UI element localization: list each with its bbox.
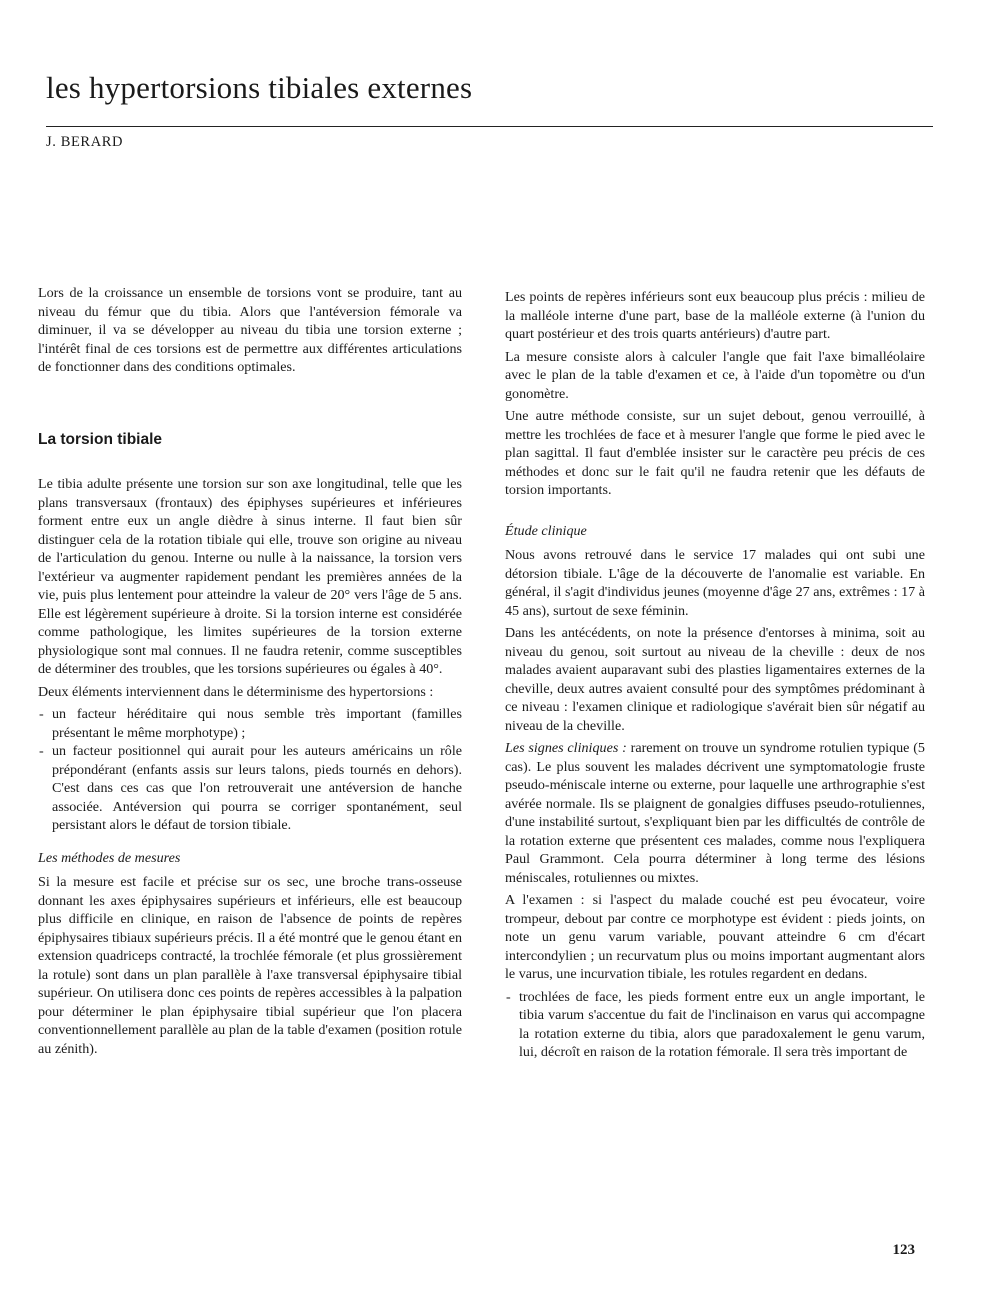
article-title: les hypertorsions tibiales externes xyxy=(46,70,473,105)
section-heading: La torsion tibiale xyxy=(38,430,163,448)
paragraph: La mesure consiste alors à calculer l'angle que fait l'axe bimalléolaire avec le plan de la table d'examen et ce, à l'aide d'un topomètre ou d'un gonomètre. xyxy=(505,348,925,402)
list-item: - trochlées de face, les pieds forment entre eux un angle important, le tibia varum s'accentue du fait de l'inclinaison en varus qui accompagne la rotation externe du tibia, alors que paradoxalement le genu varum, lui, décroît en raison de la rotation fémorale. Il sera très important de xyxy=(505,988,925,1062)
subheading: Étude clinique xyxy=(505,522,587,539)
author: J. BERARD xyxy=(46,134,124,150)
list xyxy=(505,988,925,1062)
paragraph xyxy=(505,739,925,887)
paragraph: Dans les antécédents, on note la présence d'entorses à minima, soit au niveau du genou, soit surtout au niveau de la cheville : deux de nos malades avaient auparavant subi des plasties ligamentaires externes de la cheville, deux autres avaient consulté pour des symptômes prédominant à ce niveau : l'examen clinique et radiologique s'avérait bien sûr négatif au niveau de la cheville. xyxy=(505,625,925,734)
left-column xyxy=(38,284,462,1062)
paragraph: A l'examen : si l'aspect du malade couché est peu évocateur, voire trompeur, debout par contre ce morphotype est évident : pieds joints, on note un genu varum variable, pouvant atteindre 6 cm d'écart intercondylien ; un recurvatum plus ou moins important augmentant alors le varus, une incurvation tibiale, les rotules regardent en dedans. xyxy=(505,892,925,982)
list-item: - un facteur héréditaire qui nous semble très important (familles présentant le même morphotype) ; xyxy=(38,705,462,742)
signs-text: rarement on trouve un syndrome rotulien typique (5 cas). Le plus souvent les malades décrivent une symptomatologie fruste pseudo-méniscale interne ou externe, pour laquelle une arthrographie s'est avérée normale. Ils se plaignent de gonalgies diffuses pseudo-rotuliennes, d'une instabilité surtout, s'expliquant bien par les difficultés de contrôle de la rotation externe que présentent ces malades, comme nous l'expliquera Paul Grammont. Cela pourra déterminer à long terme des lésions méniscales, rotuliennes ou mixtes. xyxy=(505,740,925,886)
paragraph: Le tibia adulte présente une torsion sur son axe longitudinal, telle que les plans transversaux (frontaux) des épiphyses supérieures et inférieures forment entre eux un angle dièdre à sinus interne. Il faut bien sûr distinguer cela de la rotation tibiale qui elle, trouve son origine au niveau de l'articulation du genou. Interne ou nulle à la naissance, la torsion vers l'extérieur va augmenter rapidement pendant les premières années de la vie, puis plus lentement pour atteindre la valeur de 20° vers l'âge de 5 ans. Elle est légèrement supérieure à droite. Si la torsion interne est considérée comme pathologique, les limites supérieures de la torsion externe physiologique sont mal connues. Il ne faudra retenir, comme susceptibles de déterminer des troubles, que les torsions supérieures ou égales à 40°. xyxy=(38,476,462,677)
paragraph: Si la mesure est facile et précise sur os sec, une broche trans-osseuse donnant les axes épiphysaires supérieurs et inférieurs, elle est beaucoup plus difficile en clinique, en raison de l'absence de points de repères épiphysaires tibiaux supérieurs précis. Il a été montré que le genou étant en extension quadriceps contracté, la trochlée fémorale (et plus grossièrement la rotule) sont dans un plan parallèle à l'axe transversal épiphysaire tibial supérieur. On utilisera donc ces points de repères accessibles à la palpation pour déterminer le plan épiphysaire tibial supérieur que l'on placera conventionnellement parallèle au plan de la table d'examen (position rotule au zénith). xyxy=(38,874,462,1057)
paragraph: Deux éléments interviennent dans le déterminisme des hypertorsions : xyxy=(38,683,434,700)
right-column xyxy=(505,288,925,1066)
subheading: Les méthodes de mesures xyxy=(38,849,181,866)
title-rule xyxy=(46,126,933,127)
paragraph: Nous avons retrouvé dans le service 17 malades qui ont subi une détorsion tibiale. L'âge de la découverte de l'anomalie est variable. En général, il s'agit d'individus jeunes (moyenne d'âge 27 ans, extrêmes : 17 à 45 ans), surtout de sexe féminin. xyxy=(505,547,925,619)
list xyxy=(38,705,462,835)
paragraph: Les points de repères inférieurs sont eux beaucoup plus précis : milieu de la malléole interne d'une part, base de la malléole externe (à l'union du quart postérieur et des trois quarts antérieurs) d'autre part. xyxy=(505,289,925,342)
paragraph: Une autre méthode consiste, sur un sujet debout, genou verrouillé, à mettre les trochlées de face et à mesurer l'angle que forme le pied avec le plan sagittal. Il faut d'emblée insister sur le caractère peu précis de ces méthodes et donc sur le fait qu'il ne faudra retenir que les défauts de torsion importants. xyxy=(505,408,925,498)
page-number: 123 xyxy=(892,1242,915,1258)
signs-label: Les signes cliniques : xyxy=(505,740,627,756)
list-item: - un facteur positionnel qui aurait pour les auteurs américains un rôle prépondérant (enfants assis sur leurs talons, pieds tournés en dehors). C'est dans ces cas que l'on retrouverait une antéversion de hanche associée. Antéversion qui pourra se corriger spontanément, seul persistant alors le défaut de torsion tibiale. xyxy=(38,742,462,835)
intro-paragraph: Lors de la croissance un ensemble de torsions vont se produire, tant au niveau du fémur que du tibia. Alors que l'antéversion fémorale va diminuer, il va se développer au niveau du tibia une torsion externe ; l'intérêt final de ces torsions est de permettre aux différentes articulations de fonctionner dans des conditions optimales. xyxy=(38,285,462,375)
